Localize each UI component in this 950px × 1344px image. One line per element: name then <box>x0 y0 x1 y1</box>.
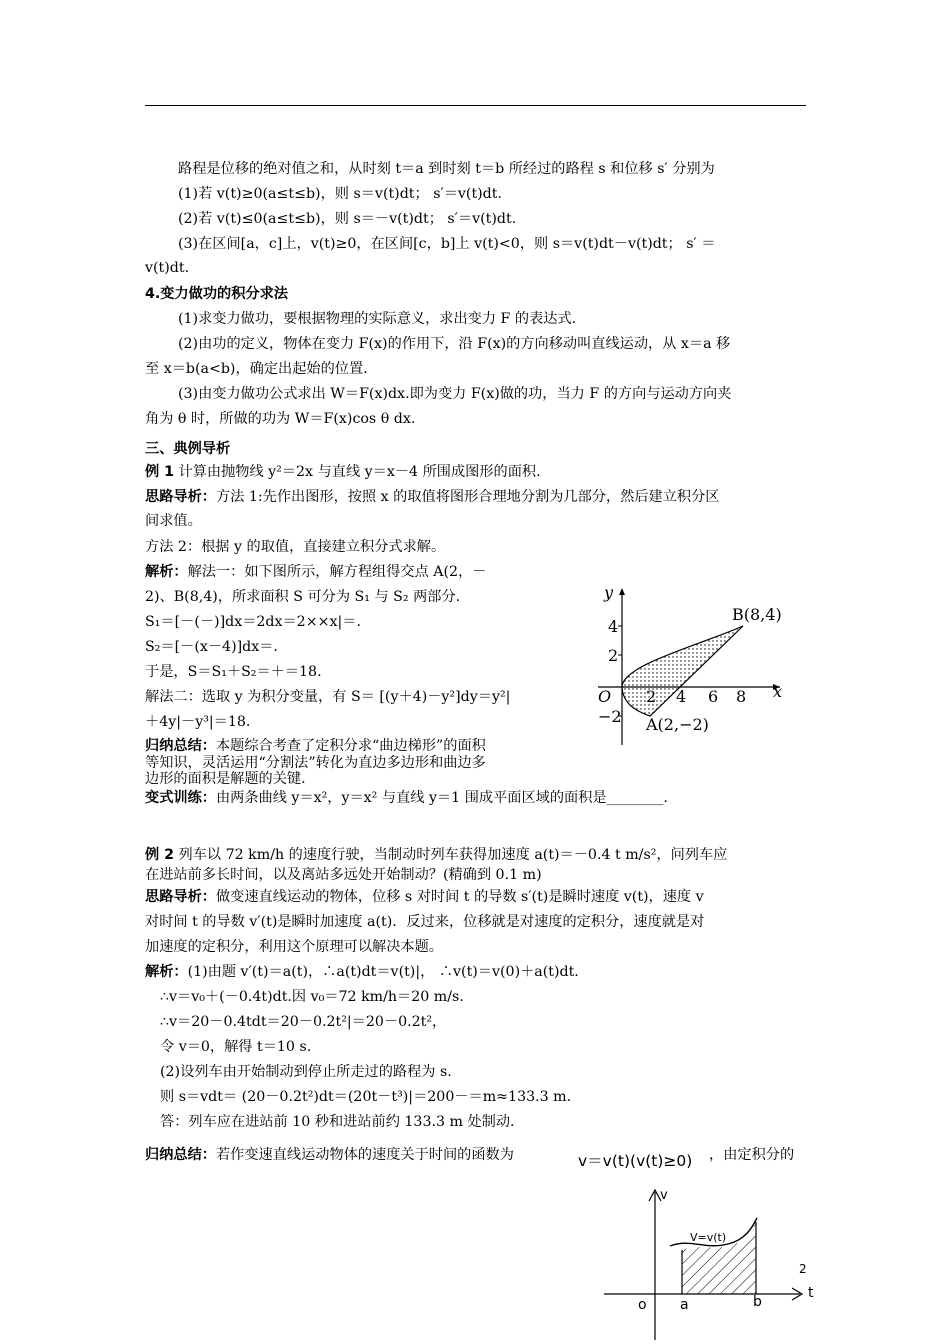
example-text: 列车以 72 km/h 的速度行驶，当制动时列车获得加速度 a(t)＝－0.4 t m/s²，问列车应 <box>174 847 728 863</box>
text-line: 则 s＝vdt＝ (20－0.2t²)dt＝(20t－t³)|＝200－＝m≈133.3 m. <box>160 1089 572 1105</box>
section-heading: 4.变力做功的积分求法 <box>145 286 288 302</box>
text-line: (3)由变力做功公式求出 W＝F(x)dx.即为变力 F(x)做的功，当力 F 的方向与运动方向夹 <box>178 386 732 402</box>
tick-x: 4 <box>676 687 687 706</box>
tick-y: 2 <box>608 646 619 665</box>
y-axis-label: y <box>604 583 614 602</box>
text-line: (2)由功的定义，物体在变力 F(x)的作用下，沿 F(x)的方向移动叫直线运动，从 x＝a 移 <box>178 336 731 352</box>
example-label: 例 1 <box>145 464 174 480</box>
text-line: (2)若 v(t)≤0(a≤t≤b)，则 s＝－v(t)dt； s′＝v(t)dt. <box>178 211 517 227</box>
example-1-line <box>145 463 541 481</box>
b-label: b <box>753 1294 762 1310</box>
a-label: a <box>680 1297 689 1313</box>
text-line: v(t)dt. <box>145 260 190 276</box>
area-figure <box>590 578 800 750</box>
header-rule <box>145 105 806 106</box>
text-line: (1)求变力做功，要根据物理的实际意义，求出变力 F 的表达式. <box>178 311 577 327</box>
text-line: 于是，S＝S₁＋S₂＝＋＝18. <box>145 664 322 680</box>
origin-label: o <box>638 1297 647 1313</box>
analysis-label: 思路导析： <box>145 489 216 505</box>
text-line: 路程是位移的绝对值之和，从时刻 t＝a 到时刻 t＝b 所经过的路程 s 和位移 s′ 分别为 <box>178 161 715 177</box>
example-2-line <box>145 846 727 864</box>
text-line: 间求值。 <box>145 513 202 529</box>
summary-tail: ，由定积分的 <box>709 1147 795 1163</box>
text-line: 答：列车应在进站前 10 秒和进站前约 133.3 m 处制动. <box>160 1114 515 1130</box>
text-line: 至 x＝b(a<b)，确定出起始的位置. <box>145 361 368 377</box>
text-line: (3)在区间[a，c]上，v(t)≥0，在区间[c，b]上 v(t)<0，则 s＝v(t)dt－v(t)dt； s′ ＝ <box>178 236 716 252</box>
text-line: S₂＝[－(x－4)]dx＝. <box>145 639 278 655</box>
text-line: 在进站前多长时间，以及离站多远处开始制动？(精确到 0.1 m) <box>145 867 542 883</box>
section-heading: 三、典例导析 <box>145 441 231 457</box>
text-line: 方法 2：根据 y 的取值，直接建立积分式求解。 <box>145 539 446 555</box>
point-b-label: B(8,4) <box>732 605 782 624</box>
point-a-label: A(2,−2) <box>646 715 709 734</box>
exercise-label: 变式训练： <box>145 790 216 806</box>
solution-line <box>145 563 486 581</box>
text-line: ∴v＝20－0.4tdt＝20－0.2t²|＝20－0.2t²， <box>160 1014 447 1030</box>
solution-line <box>145 963 579 981</box>
curve-label: V=v(t) <box>690 1231 727 1244</box>
text-line: S₁＝[－(－)]dx＝2dx＝2××x|＝. <box>145 614 361 630</box>
v-axis-label: v <box>660 1188 668 1203</box>
tick-x: 6 <box>708 687 719 706</box>
solution-label: 解析： <box>145 564 188 580</box>
text-line: 等知识，灵活运用“分割法”转化为直边多边形和曲边多 <box>145 755 486 771</box>
exercise-line <box>145 789 668 807</box>
text-line: 边形的面积是解题的关键. <box>145 771 306 787</box>
figure-number: 2 <box>799 1262 807 1276</box>
summary-text: 本题综合考查了定积分求“曲边梯形”的面积 <box>215 738 486 754</box>
y-axis-arrow <box>619 588 625 595</box>
summary-label: 归纳总结： <box>145 738 216 754</box>
tick-x: 2 <box>646 687 657 706</box>
example-label: 例 2 <box>145 847 174 863</box>
example-text: 计算由抛物线 y²＝2x 与直线 y＝x－4 所围成图形的面积. <box>174 464 541 480</box>
text-line: ＋4y|－y³|＝18. <box>145 714 251 730</box>
tick-y: 4 <box>608 617 619 636</box>
x-axis-label: x <box>773 682 783 701</box>
origin-label: O <box>598 687 612 706</box>
summary-text: 若作变速直线运动物体的速度关于时间的函数为 <box>215 1147 514 1163</box>
analysis-text: 做变速直线运动的物体，位移 s 对时间 t 的导数 s′(t)是瞬时速度 v(t)，速度 v <box>215 889 704 905</box>
text-line: (1)若 v(t)≥0(a≤t≤b)，则 s＝v(t)dt； s′＝v(t)dt. <box>178 186 502 202</box>
velocity-figure <box>600 1182 825 1342</box>
t-axis-label: t <box>808 1285 814 1301</box>
summary-line <box>145 1146 514 1164</box>
velocity-formula: v＝v(t)(v(t)≥0) <box>578 1152 693 1170</box>
text-line: 加速度的定积分，利用这个原理可以解决本题。 <box>145 939 443 955</box>
analysis-line <box>145 888 704 906</box>
exercise-text: 由两条曲线 y＝x²，y＝x² 与直线 y＝1 围成平面区域的面积是________. <box>215 790 668 806</box>
solution-text: 解法一：如下图所示，解方程组得交点 A(2，－ <box>187 564 487 580</box>
tick-y: −2 <box>598 707 622 726</box>
text-line: 对时间 t 的导数 v′(t)是瞬时加速度 a(t)．反过来，位移就是对速度的定积分，速度就是对 <box>145 914 705 930</box>
tick-x: 8 <box>736 687 747 706</box>
analysis-label: 思路导析： <box>145 889 216 905</box>
text-line: (2)设列车由开始制动到停止所走过的路程为 s. <box>160 1064 452 1080</box>
summary-line <box>145 738 486 754</box>
solution-text: (1)由题 v′(t)＝a(t)，∴a(t)dt＝v(t)|， ∴v(t)＝v(0)＋a(t)dt. <box>187 964 579 980</box>
analysis-text: 方法 1:先作出图形，按照 x 的取值将图形合理地分割为几部分，然后建立积分区 <box>215 489 720 505</box>
solution-label: 解析： <box>145 964 188 980</box>
text-line: ∴v＝v₀＋(－0.4t)dt.因 v₀＝72 km/h＝20 m/s. <box>160 989 464 1005</box>
summary-label: 归纳总结： <box>145 1147 216 1163</box>
text-line: 令 v＝0，解得 t＝10 s. <box>160 1039 312 1055</box>
text-line: 2)、B(8,4)，所求面积 S 可分为 S₁ 与 S₂ 两部分. <box>145 589 461 605</box>
analysis-line <box>145 488 719 506</box>
text-line: 角为 θ 时，所做的功为 W＝F(x)cos θ dx. <box>145 411 416 427</box>
text-line: 解法二：选取 y 为积分变量，有 S＝ [(y＋4)－y²]dy＝y²| <box>145 689 511 705</box>
